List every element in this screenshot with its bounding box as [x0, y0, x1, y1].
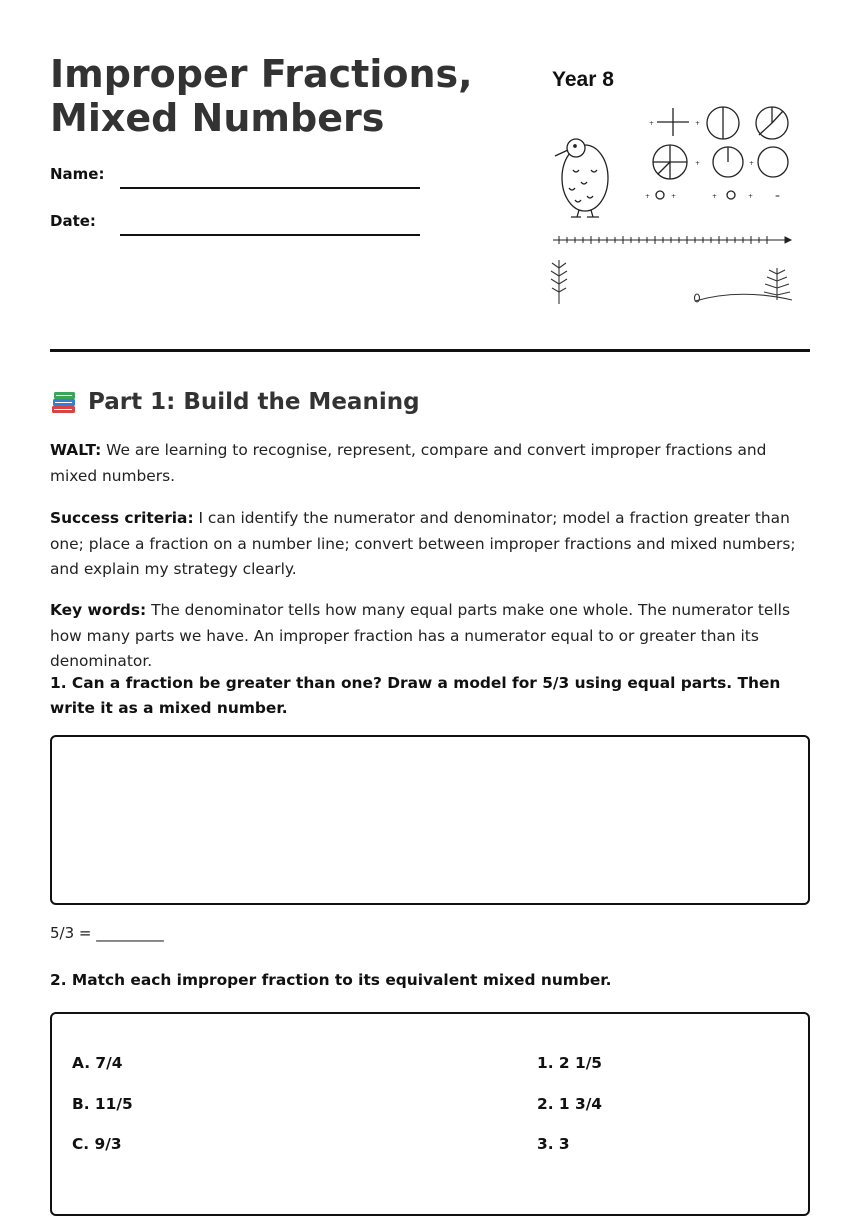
match-left-item: B. 11/5: [72, 1095, 133, 1113]
svg-text:+: +: [671, 193, 677, 200]
svg-text:=: =: [775, 193, 781, 200]
section-title-text: Part 1: Build the Meaning: [88, 389, 420, 415]
header-illustration: [545, 100, 800, 315]
svg-text:+: +: [749, 160, 755, 167]
section-title: [50, 387, 420, 417]
match-left-item: C. 9/3: [72, 1135, 122, 1153]
date-line[interactable]: [120, 234, 420, 236]
svg-text:+: +: [748, 193, 754, 200]
svg-text:+: +: [649, 120, 655, 127]
svg-text:+: +: [695, 160, 701, 167]
match-left-item: A. 7/4: [72, 1054, 123, 1072]
svg-text:+: +: [712, 193, 718, 200]
match-right-item: 1. 2 1/5: [537, 1054, 603, 1072]
question-2: 2. Match each improper fraction to its equivalent mixed number.: [50, 971, 612, 989]
name-line[interactable]: [120, 187, 420, 189]
success-criteria-paragraph: [50, 506, 815, 583]
svg-text:+: +: [645, 193, 651, 200]
name-label: Name:: [50, 165, 105, 183]
kiwi-bird-icon: [555, 139, 608, 217]
title-line-2: Mixed Numbers: [50, 96, 385, 140]
drawing-answer-box[interactable]: [50, 735, 810, 905]
question-1: 1. Can a fraction be greater than one? Draw a model for 5/3 using equal parts. Then write it as a mixed number.: [50, 674, 781, 717]
match-right-item: 2. 1 3/4: [537, 1095, 603, 1113]
key-words-paragraph: [50, 598, 815, 675]
number-line-icon: [553, 236, 791, 244]
fern-icon: [551, 260, 792, 304]
key-words-text: The denominator tells how many equal parts make one whole. The numerator tells how many parts we have. An improper fraction has a numerator equal to or greater than its denominator.: [50, 601, 790, 670]
success-criteria-label: Success criteria:: [50, 509, 194, 527]
key-words-label: Key words:: [50, 601, 147, 619]
svg-text:+: +: [695, 120, 701, 127]
matching-box: [50, 1012, 810, 1216]
walt-text: We are learning to recognise, represent, compare and convert improper fractions and mixed numbers.: [50, 441, 767, 485]
title-line-1: Improper Fractions,: [50, 52, 473, 96]
mixed-number-answer[interactable]: 5/3 = _________: [50, 924, 164, 942]
fraction-circles-icon: [645, 107, 788, 200]
match-right-item: 3. 3: [537, 1135, 570, 1153]
walt-label: WALT:: [50, 441, 102, 459]
books-icon: [50, 389, 78, 415]
date-label: Date:: [50, 212, 96, 230]
header-divider: [50, 349, 810, 352]
walt-paragraph: [50, 438, 815, 489]
year-level: Year 8: [552, 68, 614, 91]
worksheet-title: [50, 52, 473, 140]
success-criteria-text: I can identify the numerator and denominator; model a fraction greater than one; place a fraction on a number line; convert between improper fractions and mixed numbers; and explain my strategy clearly.: [50, 509, 796, 578]
